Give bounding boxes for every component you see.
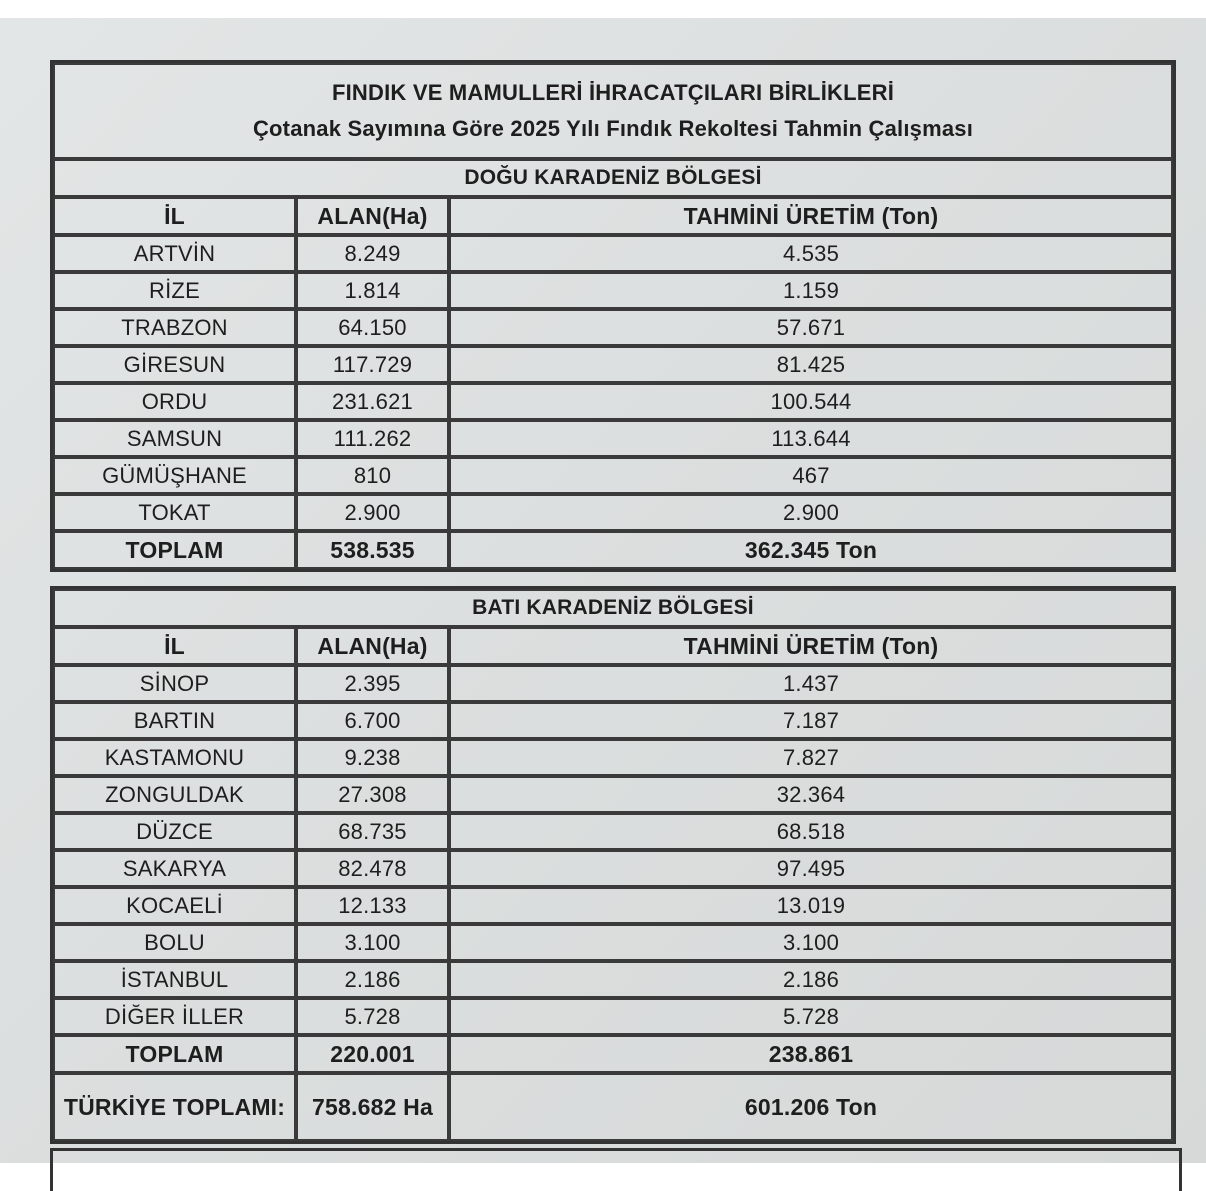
area-header: ALAN(Ha)	[296, 627, 449, 665]
total-area: 220.001	[296, 1035, 449, 1073]
area-cell: 6.700	[296, 702, 449, 739]
east-region-table	[50, 60, 1176, 572]
table-row	[53, 813, 1173, 850]
production-cell: 2.186	[449, 961, 1173, 998]
table-row	[53, 924, 1173, 961]
total-area: 538.535	[296, 531, 449, 569]
note-box	[50, 1148, 1182, 1191]
document-photo	[0, 18, 1206, 1163]
province-header: İL	[53, 627, 296, 665]
province-cell: TOKAT	[53, 494, 296, 531]
province-cell: SAMSUN	[53, 420, 296, 457]
total-production: 238.861	[449, 1035, 1173, 1073]
table-row	[53, 383, 1173, 420]
area-cell: 3.100	[296, 924, 449, 961]
province-cell: ORDU	[53, 383, 296, 420]
province-cell: RİZE	[53, 272, 296, 309]
province-cell: BOLU	[53, 924, 296, 961]
east-header-row	[53, 197, 1173, 235]
production-cell: 7.187	[449, 702, 1173, 739]
production-cell: 7.827	[449, 739, 1173, 776]
table-row	[53, 998, 1173, 1035]
production-header: TAHMİNİ ÜRETİM (Ton)	[449, 197, 1173, 235]
table-row	[53, 309, 1173, 346]
province-cell: GİRESUN	[53, 346, 296, 383]
turkey-total-row	[53, 1073, 1173, 1141]
province-header: İL	[53, 197, 296, 235]
production-cell: 97.495	[449, 850, 1173, 887]
province-cell: ZONGULDAK	[53, 776, 296, 813]
production-cell: 1.159	[449, 272, 1173, 309]
province-cell: KASTAMONU	[53, 739, 296, 776]
province-cell: ARTVİN	[53, 235, 296, 272]
province-cell: SAKARYA	[53, 850, 296, 887]
production-cell: 2.900	[449, 494, 1173, 531]
east-total-row	[53, 531, 1173, 569]
production-cell: 4.535	[449, 235, 1173, 272]
production-cell: 68.518	[449, 813, 1173, 850]
area-cell: 810	[296, 457, 449, 494]
table-row	[53, 739, 1173, 776]
area-cell: 68.735	[296, 813, 449, 850]
table-row	[53, 702, 1173, 739]
area-cell: 2.186	[296, 961, 449, 998]
turkey-total-label: TÜRKİYE TOPLAMI:	[53, 1073, 296, 1141]
total-production: 362.345 Ton	[449, 531, 1173, 569]
province-cell: SİNOP	[53, 665, 296, 702]
province-cell: BARTIN	[53, 702, 296, 739]
area-cell: 5.728	[296, 998, 449, 1035]
province-cell: KOCAELİ	[53, 887, 296, 924]
production-header: TAHMİNİ ÜRETİM (Ton)	[449, 627, 1173, 665]
production-cell: 57.671	[449, 309, 1173, 346]
table-row	[53, 850, 1173, 887]
province-cell: DÜZCE	[53, 813, 296, 850]
table-row	[53, 457, 1173, 494]
west-region-sheet	[50, 586, 1176, 1144]
production-cell: 100.544	[449, 383, 1173, 420]
study-subtitle: Çotanak Sayımına Göre 2025 Yılı Fındık Rekoltesi Tahmin Çalışması	[252, 116, 974, 141]
production-cell: 81.425	[449, 346, 1173, 383]
area-cell: 2.900	[296, 494, 449, 531]
production-cell: 3.100	[449, 924, 1173, 961]
table-row	[53, 346, 1173, 383]
area-cell: 117.729	[296, 346, 449, 383]
turkey-total-area: 758.682 Ha	[296, 1073, 449, 1141]
area-cell: 64.150	[296, 309, 449, 346]
area-cell: 231.621	[296, 383, 449, 420]
table-row	[53, 494, 1173, 531]
production-cell: 32.364	[449, 776, 1173, 813]
table-row	[53, 272, 1173, 309]
west-header-row	[53, 627, 1173, 665]
area-cell: 1.814	[296, 272, 449, 309]
area-cell: 111.262	[296, 420, 449, 457]
province-cell: İSTANBUL	[53, 961, 296, 998]
org-title: FINDIK VE MAMULLERİ İHRACATÇILARI BİRLİKLERİ	[331, 80, 895, 105]
turkey-total-production: 601.206 Ton	[449, 1073, 1173, 1141]
province-cell: GÜMÜŞHANE	[53, 457, 296, 494]
production-cell: 113.644	[449, 420, 1173, 457]
area-cell: 8.249	[296, 235, 449, 272]
area-cell: 2.395	[296, 665, 449, 702]
area-cell: 27.308	[296, 776, 449, 813]
production-cell: 5.728	[449, 998, 1173, 1035]
area-cell: 9.238	[296, 739, 449, 776]
table-row	[53, 961, 1173, 998]
east-region-title: DOĞU KARADENİZ BÖLGESİ	[53, 159, 1173, 197]
total-label: TOPLAM	[53, 531, 296, 569]
table-row	[53, 665, 1173, 702]
west-total-row	[53, 1035, 1173, 1073]
west-region-title: BATI KARADENİZ BÖLGESİ	[53, 589, 1173, 627]
document-title	[53, 63, 1173, 159]
area-cell: 12.133	[296, 887, 449, 924]
production-cell: 1.437	[449, 665, 1173, 702]
west-region-table	[50, 586, 1176, 1144]
area-header: ALAN(Ha)	[296, 197, 449, 235]
area-cell: 82.478	[296, 850, 449, 887]
table-row	[53, 235, 1173, 272]
production-cell: 467	[449, 457, 1173, 494]
table-row	[53, 420, 1173, 457]
production-cell: 13.019	[449, 887, 1173, 924]
province-cell: TRABZON	[53, 309, 296, 346]
east-region-sheet	[50, 60, 1176, 572]
table-row	[53, 776, 1173, 813]
table-row	[53, 887, 1173, 924]
province-cell: DİĞER İLLER	[53, 998, 296, 1035]
total-label: TOPLAM	[53, 1035, 296, 1073]
